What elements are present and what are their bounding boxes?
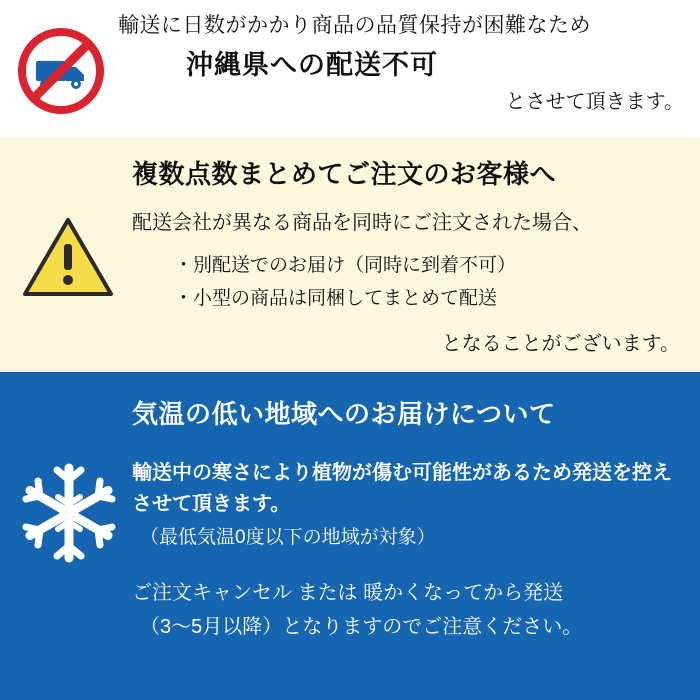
cold-region-section: [0, 372, 700, 700]
okinawa-headline: 沖縄県への配送不可: [186, 50, 438, 81]
cold-region-text-block: [132, 398, 686, 642]
cold-region-title: 気温の低い地域へのお届けについて: [132, 399, 556, 429]
cold-region-paragraph-2: ご注文キャンセル または 暖かくなってから発送: [132, 582, 564, 605]
multiple-order-section: [0, 138, 700, 372]
list-item: ・別配送でのお届け（同時に到着不可）: [174, 254, 517, 276]
snowflake-icon: [16, 460, 122, 566]
cold-region-paragraph-1: 輸送中の寒さにより植物が傷む可能性があるため発送を控えさせて頂きます。: [132, 461, 672, 515]
okinawa-trailing-text: とさせて頂きます。: [505, 91, 684, 114]
multiple-order-title: 複数点数まとめてご注文のお客様へ: [132, 159, 557, 189]
cold-region-paragraph-3: （3〜5月以降）となりますのでご注意ください。: [140, 616, 583, 639]
multiple-order-footer: となることがございます。: [441, 333, 680, 356]
multiple-order-subtitle: 配送会社が異なる商品を同時にご注文された場合、: [132, 211, 592, 234]
okinawa-lead-text: 輸送に日数がかかり商品の品質保持が困難なため: [118, 14, 591, 37]
okinawa-notice-section: [0, 0, 700, 138]
list-item: ・小型の商品は同梱してまとめて配送: [174, 288, 498, 310]
multiple-order-list: [132, 249, 684, 316]
multiple-order-text-block: [132, 158, 684, 356]
warning-triangle-icon: [22, 216, 114, 298]
no-truck-icon: [18, 28, 104, 114]
cold-region-note: （最低気温0度以下の地域が対象）: [140, 526, 436, 548]
okinawa-text-block: [118, 12, 684, 115]
